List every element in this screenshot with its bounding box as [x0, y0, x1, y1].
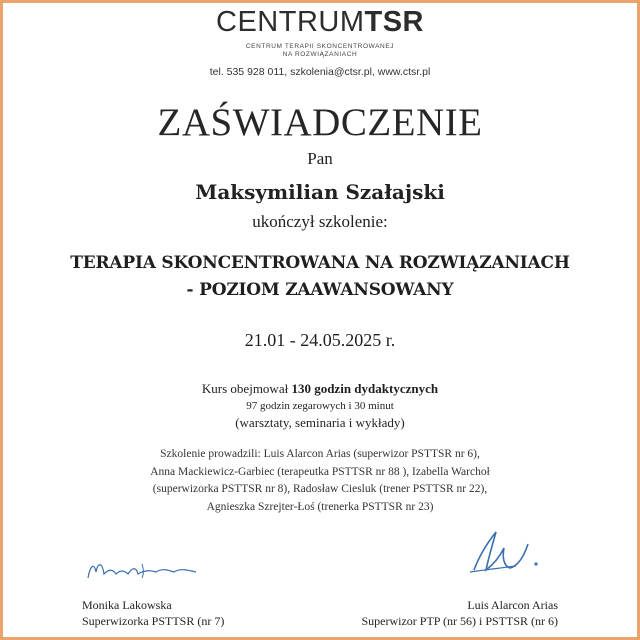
hours-detail: 97 godzin zegarowych i 30 minut: [246, 400, 394, 412]
instructors-line: (superwizorka PSTTSR nr 8), Radosław Ciesluk (trener PSTTSR nr 22),: [152, 483, 488, 495]
logo-word-bold: TSR: [364, 6, 424, 38]
logo-subtitle-line1: CENTRUM TERAPII SKONCENTROWANEJ: [245, 43, 395, 50]
course-format: (warsztaty, seminaria i wykłady): [235, 415, 405, 430]
salutation: Pan: [307, 149, 333, 168]
recipient-name: Maksymilian Szałajski: [195, 180, 445, 204]
logo: [0, 6, 640, 39]
logo-subtitle: [0, 43, 640, 59]
hours-prefix: Kurs obejmował: [201, 381, 292, 396]
course-title-line2: - POZIOM ZAAWANSOWANY: [186, 280, 454, 300]
logo-subtitle-line2: NA ROZWIĄZANIACH: [282, 51, 358, 58]
logo-word-light: CENTRUM: [216, 6, 365, 38]
hours-line: [0, 381, 640, 397]
right-signature: [466, 520, 546, 582]
certificate-title: ZAŚWIADCZENIE: [157, 101, 483, 144]
instructors-line: Szkolenie prowadzili: Luis Alarcon Arias (superwizor PSTTSR nr 6),: [160, 448, 480, 460]
instructors-line: Anna Mackiewicz-Garbiec (terapeutka PSTTSR nr 88 ), Izabella Warchoł: [150, 465, 490, 478]
instructors-block: [0, 446, 640, 516]
right-signatory-role: Superwizor PTP (nr 56) i PSTTSR (nr 6): [361, 614, 558, 628]
left-signatory-name: Monika Lakowska: [82, 598, 172, 612]
left-signatory-role: Superwizorka PSTTSR (nr 7): [82, 614, 225, 628]
instructors-line: Agnieszka Szrejter-Łoś (trenerka PSTTSR nr 23): [206, 500, 434, 513]
right-signatory-name: Luis Alarcon Arias: [467, 598, 558, 612]
hours-bold: 130 godzin dydaktycznych: [291, 381, 439, 396]
course-title-line1: TERAPIA SKONCENTROWANA NA ROZWIĄZANIACH: [70, 253, 570, 273]
contact-line: tel. 535 928 011, szkolenia@ctsr.pl, www.ctsr.pl: [209, 66, 431, 78]
left-signature: [78, 548, 208, 588]
course-dates: 21.01 - 24.05.2025 r.: [244, 330, 396, 350]
completed-text: ukończył szkolenie:: [252, 212, 388, 231]
